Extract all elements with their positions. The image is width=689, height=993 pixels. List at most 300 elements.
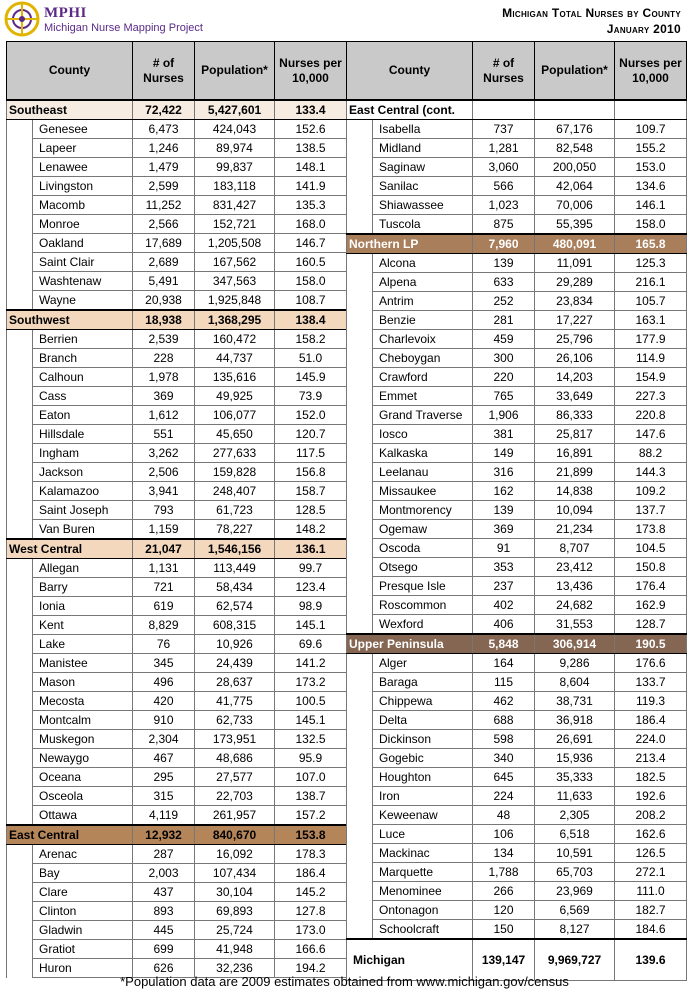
indent-cell (7, 234, 33, 253)
region-population: 306,914 (535, 634, 615, 654)
indent-cell (7, 864, 33, 883)
nurses-per-10000: 184.6 (615, 920, 687, 940)
table-row (7, 787, 347, 806)
table-row (7, 749, 347, 768)
nurse-count: 345 (133, 654, 195, 673)
population-value: 10,926 (195, 635, 275, 654)
table-row (347, 482, 687, 501)
indent-cell (347, 349, 373, 368)
nurses-per-10000: 173.8 (615, 520, 687, 539)
population-value: 25,817 (535, 425, 615, 444)
nurses-per-10000: 69.6 (275, 635, 347, 654)
nurse-count: 437 (133, 883, 195, 902)
nurses-per-10000: 137.7 (615, 501, 687, 520)
nurse-count: 402 (473, 596, 535, 615)
nurse-count: 48 (473, 806, 535, 825)
indent-cell (347, 654, 373, 673)
nurses-column-header: # of Nurses (473, 42, 535, 101)
population-value: 1,205,508 (195, 234, 275, 253)
county-name: Alpena (373, 273, 473, 292)
nurse-count: 76 (133, 635, 195, 654)
region-name: Northern LP (347, 234, 473, 254)
table-row (347, 692, 687, 711)
population-value: 42,064 (535, 177, 615, 196)
nurses-per-10000: 220.8 (615, 406, 687, 425)
nurses-per-10000: 145.2 (275, 883, 347, 902)
table-row (347, 254, 687, 273)
indent-cell (7, 654, 33, 673)
table-row (347, 425, 687, 444)
nurse-count: 626 (133, 959, 195, 978)
region-rate: 138.4 (275, 310, 347, 330)
nurses-per-10000: 182.7 (615, 901, 687, 920)
nurses-per-10000: 148.1 (275, 158, 347, 177)
population-value: 152,721 (195, 215, 275, 234)
region-rate: 153.8 (275, 825, 347, 845)
table-row (347, 920, 687, 940)
population-value: 277,633 (195, 444, 275, 463)
nurses-per-10000: 128.5 (275, 501, 347, 520)
indent-cell (347, 273, 373, 292)
nurses-per-10000: 145.1 (275, 711, 347, 730)
indent-cell (7, 444, 33, 463)
population-value: 41,775 (195, 692, 275, 711)
population-value: 22,703 (195, 787, 275, 806)
table-row (7, 196, 347, 215)
population-value: 33,649 (535, 387, 615, 406)
region-row (7, 100, 347, 120)
table-row (7, 177, 347, 196)
nurses-per-10000: 178.3 (275, 845, 347, 864)
indent-cell (347, 920, 373, 940)
nurses-per-10000: 138.7 (275, 787, 347, 806)
population-value: 49,925 (195, 387, 275, 406)
table-row (7, 120, 347, 139)
region-nurses: 72,422 (133, 100, 195, 120)
table-row (7, 501, 347, 520)
nurse-count: 2,304 (133, 730, 195, 749)
nurse-count: 1,159 (133, 520, 195, 540)
county-name: Cass (33, 387, 133, 406)
county-name: Midland (373, 139, 473, 158)
population-value: 16,891 (535, 444, 615, 463)
population-value: 48,686 (195, 749, 275, 768)
indent-cell (7, 559, 33, 578)
nurse-count: 633 (473, 273, 535, 292)
nurses-per-10000: 128.7 (615, 615, 687, 635)
table-row (7, 253, 347, 272)
nurse-count: 8,829 (133, 616, 195, 635)
county-column-header: County (7, 42, 133, 101)
indent-cell (7, 635, 33, 654)
indent-cell (7, 177, 33, 196)
nurse-count: 6,473 (133, 120, 195, 139)
nurses-per-10000: 111.0 (615, 882, 687, 901)
nurse-count: 462 (473, 692, 535, 711)
nurses-per-10000: 134.6 (615, 177, 687, 196)
population-value: 26,691 (535, 730, 615, 749)
indent-cell (347, 577, 373, 596)
nurses-per-10000: 224.0 (615, 730, 687, 749)
org-name: MPHI (44, 5, 87, 21)
population-column-header: Population* (535, 42, 615, 101)
table-row (347, 292, 687, 311)
indent-cell (347, 139, 373, 158)
nurses-per-10000: 95.9 (275, 749, 347, 768)
nurses-per-10000: 158.7 (275, 482, 347, 501)
indent-cell (347, 406, 373, 425)
table-row (347, 444, 687, 463)
nurses-per-10000: 108.7 (275, 291, 347, 311)
region-row (347, 634, 687, 654)
indent-cell (347, 292, 373, 311)
county-name: Lenawee (33, 158, 133, 177)
state-total-rate: 139.6 (615, 939, 687, 981)
nurses-per-10000: 135.3 (275, 196, 347, 215)
county-name: Charlevoix (373, 330, 473, 349)
population-value: 11,091 (535, 254, 615, 273)
population-value: 44,737 (195, 349, 275, 368)
region-row (7, 539, 347, 559)
indent-cell (7, 730, 33, 749)
population-value: 261,957 (195, 806, 275, 826)
county-name: Keweenaw (373, 806, 473, 825)
county-name: Alger (373, 654, 473, 673)
county-name: Van Buren (33, 520, 133, 540)
page-subtitle: January 2010 (606, 22, 681, 36)
population-value: 10,591 (535, 844, 615, 863)
indent-cell (347, 673, 373, 692)
county-name: Genesee (33, 120, 133, 139)
population-value: 61,723 (195, 501, 275, 520)
indent-cell (347, 806, 373, 825)
nurses-per-10000: 148.2 (275, 520, 347, 540)
table-row (347, 158, 687, 177)
county-name: Emmet (373, 387, 473, 406)
county-name: Schoolcraft (373, 920, 473, 940)
population-value: 608,315 (195, 616, 275, 635)
county-name: Montmorency (373, 501, 473, 520)
indent-cell (7, 616, 33, 635)
indent-cell (7, 291, 33, 311)
table-row (7, 482, 347, 501)
indent-cell (7, 578, 33, 597)
population-value: 62,733 (195, 711, 275, 730)
table-row (347, 368, 687, 387)
page-title: Michigan Total Nurses by County (502, 6, 681, 20)
nurse-count: 287 (133, 845, 195, 864)
nurses-per-10000: 152.6 (275, 120, 347, 139)
indent-cell (347, 215, 373, 235)
table-row (7, 635, 347, 654)
region-row (7, 310, 347, 330)
population-value: 78,227 (195, 520, 275, 540)
region-nurses: 7,960 (473, 234, 535, 254)
nurse-count: 315 (133, 787, 195, 806)
nurses-per-10000: 158.0 (275, 272, 347, 291)
county-name: Oakland (33, 234, 133, 253)
indent-cell (347, 520, 373, 539)
nurse-count: 316 (473, 463, 535, 482)
table-row (347, 844, 687, 863)
nurses-per-10000: 114.9 (615, 349, 687, 368)
population-value: 107,434 (195, 864, 275, 883)
nurses-per-10000: 162.9 (615, 596, 687, 615)
table-row (7, 215, 347, 234)
region-nurses: 18,938 (133, 310, 195, 330)
nurse-count: 688 (473, 711, 535, 730)
population-value: 167,562 (195, 253, 275, 272)
nurses-per-10000: 119.3 (615, 692, 687, 711)
population-value: 8,127 (535, 920, 615, 940)
right-county-table (346, 41, 687, 981)
population-value: 135,616 (195, 368, 275, 387)
nurse-count: 1,479 (133, 158, 195, 177)
nurse-count: 340 (473, 749, 535, 768)
county-name: Monroe (33, 215, 133, 234)
county-name: Grand Traverse (373, 406, 473, 425)
county-name: Calhoun (33, 368, 133, 387)
table-row (347, 749, 687, 768)
nurses-per-10000: 157.2 (275, 806, 347, 826)
county-name: Arenac (33, 845, 133, 864)
nurse-count: 2,599 (133, 177, 195, 196)
county-name: Chippewa (373, 692, 473, 711)
nurses-per-10000: 154.9 (615, 368, 687, 387)
nurses-per-10000: 176.6 (615, 654, 687, 673)
nurse-count: 893 (133, 902, 195, 921)
nurse-count: 1,023 (473, 196, 535, 215)
population-value: 200,050 (535, 158, 615, 177)
nurse-count: 369 (133, 387, 195, 406)
population-value: 248,407 (195, 482, 275, 501)
county-name: Livingston (33, 177, 133, 196)
nurses-per-10000: 132.5 (275, 730, 347, 749)
population-value: 8,707 (535, 539, 615, 558)
region-population (535, 100, 615, 120)
population-value: 183,118 (195, 177, 275, 196)
table-row (347, 273, 687, 292)
indent-cell (7, 673, 33, 692)
nurse-count: 2,539 (133, 330, 195, 349)
county-name: Berrien (33, 330, 133, 349)
nurses-per-10000: 125.3 (615, 254, 687, 273)
region-nurses (473, 100, 535, 120)
indent-cell (7, 482, 33, 501)
rate-column-header: Nurses per 10,000 (615, 42, 687, 101)
indent-cell (347, 615, 373, 635)
population-value: 24,439 (195, 654, 275, 673)
table-row (7, 845, 347, 864)
nurses-per-10000: 192.6 (615, 787, 687, 806)
nurse-count: 445 (133, 921, 195, 940)
table-row (7, 806, 347, 826)
indent-cell (347, 311, 373, 330)
county-name: Isabella (373, 120, 473, 139)
population-value: 24,682 (535, 596, 615, 615)
nurse-count: 406 (473, 615, 535, 635)
nurse-count: 281 (473, 311, 535, 330)
indent-cell (347, 196, 373, 215)
indent-cell (347, 692, 373, 711)
county-name: Jackson (33, 463, 133, 482)
nurses-per-10000: 146.7 (275, 234, 347, 253)
indent-cell (7, 692, 33, 711)
population-value: 89,974 (195, 139, 275, 158)
table-header-row (347, 42, 687, 101)
county-name: Gogebic (373, 749, 473, 768)
nurse-count: 1,978 (133, 368, 195, 387)
indent-cell (7, 921, 33, 940)
indent-cell (7, 597, 33, 616)
nurse-count: 3,262 (133, 444, 195, 463)
county-name: Mecosta (33, 692, 133, 711)
left-table-body (7, 100, 347, 978)
county-name: Tuscola (373, 215, 473, 235)
nurses-per-10000: 73.9 (275, 387, 347, 406)
nurses-per-10000: 177.9 (615, 330, 687, 349)
nurses-per-10000: 186.4 (615, 711, 687, 730)
nurse-count: 150 (473, 920, 535, 940)
county-name: Washtenaw (33, 272, 133, 291)
population-value: 38,731 (535, 692, 615, 711)
nurse-count: 551 (133, 425, 195, 444)
nurse-count: 228 (133, 349, 195, 368)
nurses-per-10000: 168.0 (275, 215, 347, 234)
table-row (347, 863, 687, 882)
nurses-per-10000: 107.0 (275, 768, 347, 787)
population-value: 65,703 (535, 863, 615, 882)
state-total-nurses: 139,147 (473, 939, 535, 981)
indent-cell (347, 463, 373, 482)
nurses-per-10000: 162.6 (615, 825, 687, 844)
population-value: 41,948 (195, 940, 275, 959)
indent-cell (347, 749, 373, 768)
nurse-count: 496 (133, 673, 195, 692)
indent-cell (347, 444, 373, 463)
county-name: Sanilac (373, 177, 473, 196)
county-name: Alcona (373, 254, 473, 273)
population-value: 99,837 (195, 158, 275, 177)
table-row (347, 825, 687, 844)
indent-cell (347, 425, 373, 444)
indent-cell (7, 196, 33, 215)
region-rate (615, 100, 687, 120)
indent-cell (347, 787, 373, 806)
region-row (347, 234, 687, 254)
indent-cell (7, 272, 33, 291)
nurse-count: 91 (473, 539, 535, 558)
county-name: Dickinson (373, 730, 473, 749)
nurses-per-10000: 158.0 (615, 215, 687, 235)
indent-cell (7, 902, 33, 921)
table-row (7, 711, 347, 730)
region-population: 1,368,295 (195, 310, 275, 330)
region-name: East Central (7, 825, 133, 845)
table-row (7, 425, 347, 444)
table-row (7, 234, 347, 253)
table-row (7, 673, 347, 692)
table-row (347, 463, 687, 482)
table-row (347, 596, 687, 615)
nurse-count: 3,060 (473, 158, 535, 177)
table-row (347, 673, 687, 692)
nurse-count: 162 (473, 482, 535, 501)
indent-cell (7, 845, 33, 864)
table-row (7, 272, 347, 291)
county-name: Antrim (373, 292, 473, 311)
indent-cell (347, 711, 373, 730)
nurses-per-10000: 152.0 (275, 406, 347, 425)
county-name: Delta (373, 711, 473, 730)
county-name: Oscoda (373, 539, 473, 558)
population-value: 86,333 (535, 406, 615, 425)
population-value: 831,427 (195, 196, 275, 215)
table-row (7, 921, 347, 940)
nurse-count: 1,612 (133, 406, 195, 425)
nurse-count: 224 (473, 787, 535, 806)
county-name: Muskegon (33, 730, 133, 749)
population-value: 82,548 (535, 139, 615, 158)
nurses-per-10000: 104.5 (615, 539, 687, 558)
nurse-count: 765 (473, 387, 535, 406)
indent-cell (347, 330, 373, 349)
population-value: 21,234 (535, 520, 615, 539)
county-name: Ottawa (33, 806, 133, 826)
nurses-per-10000: 227.3 (615, 387, 687, 406)
indent-cell (7, 215, 33, 234)
table-row (7, 291, 347, 311)
nurses-per-10000: 147.6 (615, 425, 687, 444)
indent-cell (347, 825, 373, 844)
nurse-count: 598 (473, 730, 535, 749)
region-population: 480,091 (535, 234, 615, 254)
nurses-per-10000: 208.2 (615, 806, 687, 825)
county-name: Houghton (373, 768, 473, 787)
state-total-population: 9,969,727 (535, 939, 615, 981)
nurses-per-10000: 146.1 (615, 196, 687, 215)
county-name: Gladwin (33, 921, 133, 940)
nurses-per-10000: 153.0 (615, 158, 687, 177)
indent-cell (347, 901, 373, 920)
table-row (7, 330, 347, 349)
indent-cell (347, 882, 373, 901)
nurse-count: 645 (473, 768, 535, 787)
nurse-count: 115 (473, 673, 535, 692)
project-name: Michigan Nurse Mapping Project (44, 22, 203, 34)
population-value: 6,518 (535, 825, 615, 844)
indent-cell (347, 387, 373, 406)
population-value: 173,951 (195, 730, 275, 749)
region-name: Southwest (7, 310, 133, 330)
nurse-count: 220 (473, 368, 535, 387)
table-row (7, 730, 347, 749)
population-value: 27,577 (195, 768, 275, 787)
county-name: Mason (33, 673, 133, 692)
population-value: 10,094 (535, 501, 615, 520)
population-value: 29,289 (535, 273, 615, 292)
county-name: Gratiot (33, 940, 133, 959)
nurse-count: 149 (473, 444, 535, 463)
nurse-count: 737 (473, 120, 535, 139)
county-name: Kalkaska (373, 444, 473, 463)
nurse-count: 252 (473, 292, 535, 311)
table-row (347, 730, 687, 749)
indent-cell (7, 883, 33, 902)
population-value: 69,893 (195, 902, 275, 921)
table-row (347, 654, 687, 673)
region-nurses: 5,848 (473, 634, 535, 654)
